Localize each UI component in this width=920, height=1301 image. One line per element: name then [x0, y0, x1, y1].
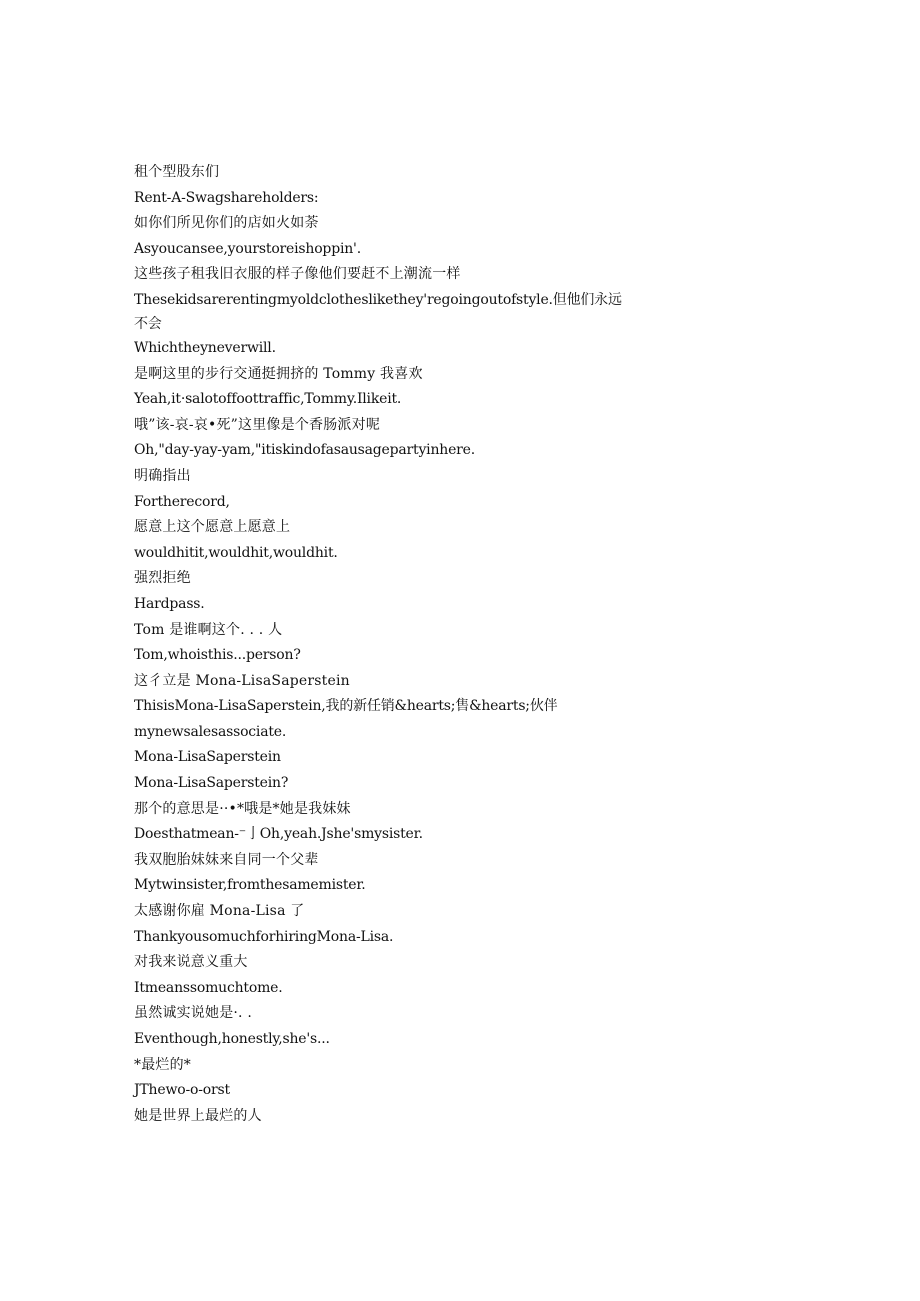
text-line: 明确指出: [134, 467, 191, 484]
text-line: 那个的意思是··•*哦是*她是我妹妹: [134, 800, 351, 817]
text-line: 如你们所见你们的店如火如荼: [134, 215, 319, 232]
text-line: 哦”该-哀-哀•死”这里像是个香肠派对呢: [134, 416, 381, 433]
text-line: Eventhough,honestly,she's...: [134, 1031, 330, 1047]
text-line: JThewo-o-orst: [134, 1082, 230, 1099]
text-line: ThankyousomuchforhiringMona-Lisa.: [134, 928, 394, 945]
text-line: 是啊这里的步行交通挺拥挤的 Tommy 我喜欢: [134, 365, 423, 382]
text-line: ThisisMona-LisaSaperstein,我的新任销&hearts;售&hearts;伙伴: [134, 698, 558, 715]
text-line: mynewsalesassociate.: [134, 723, 287, 740]
text-line: Asyoucansee,yourstoreishoppin'.: [134, 240, 361, 257]
text-line: 这些孩子租我旧衣服的样子像他们要赶不上潮流一样: [134, 266, 461, 283]
text-line: Doesthatmean-⁻亅Oh,yeah.Jshe'smysister.: [134, 826, 423, 843]
text-line: *最烂的*: [134, 1056, 191, 1073]
text-line: Hardpass.: [134, 595, 205, 612]
text-line: Fortherecord,: [134, 493, 230, 510]
text-line: Tom,whoisthis...person?: [134, 647, 301, 664]
text-line: 对我来说意义重大: [134, 954, 248, 971]
text-line: 我双胞胎妹妹来自同一个父辈: [134, 851, 319, 868]
text-line: 她是世界上最烂的人: [134, 1107, 262, 1124]
text-line: Mona-LisaSaperstein?: [134, 775, 289, 792]
text-line: 虽然诚实说她是·. .: [134, 1005, 253, 1022]
text-line: Tom 是谁啊这个. . . 人: [134, 621, 283, 638]
text-line: Thesekidsarerentingmyoldclotheslikethey'regoingoutofstyle.但他们永远不会: [134, 291, 622, 332]
text-line: Oh,"day-yay-yam,"itiskindofasausagepartyinhere.: [134, 442, 475, 459]
text-line: wouldhitit,wouldhit,wouldhit.: [134, 544, 338, 561]
subtitle-transcript: [134, 160, 634, 1129]
text-line: Itmeanssomuchtome.: [134, 979, 283, 996]
text-line: 太感谢你雇 Mona-Lisa 了: [134, 903, 305, 920]
text-line: 租个型股东们: [134, 164, 220, 180]
text-line: 强烈拒绝: [134, 570, 191, 587]
text-line: Yeah,it·salotoffoottraffic,Tommy.Ilikeit.: [134, 391, 402, 408]
text-line: Mona-LisaSaperstein: [134, 749, 281, 766]
text-line: Rent-A-Swagshareholders:: [134, 189, 319, 206]
text-line: 这彳立是 Mona-LisaSaperstein: [134, 672, 350, 689]
text-line: Whichtheyneverwill.: [134, 339, 276, 356]
text-line: Mytwinsister,fromthesamemister.: [134, 877, 366, 894]
text-line: 愿意上这个愿意上愿意上: [134, 519, 291, 536]
